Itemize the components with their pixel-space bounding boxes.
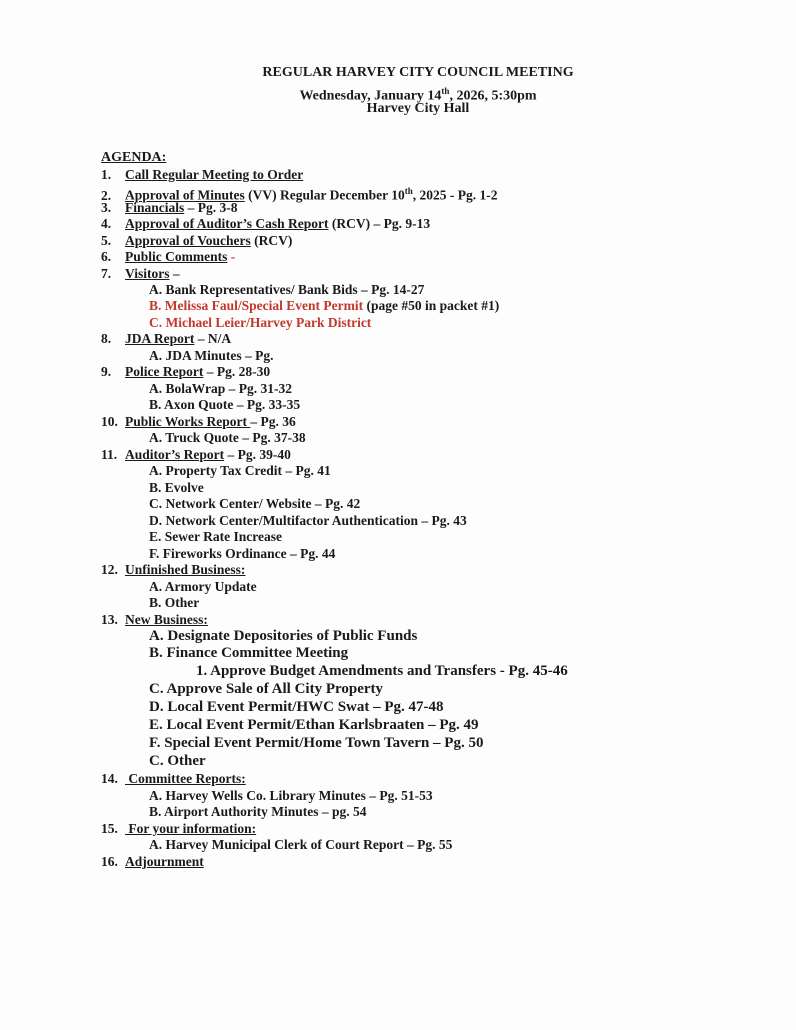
agenda-item-3: 3. Financials – Pg. 3-8 xyxy=(101,200,238,215)
sub-item-13e: E. Local Event Permit/Ethan Karlsbraaten – Pg. 49 xyxy=(149,717,479,733)
agenda-item-14: 14. Committee Reports: xyxy=(101,771,246,786)
sub-item-13c: C. Approve Sale of All City Property xyxy=(149,681,384,697)
agenda-item-6: 6. Public Comments - xyxy=(101,249,236,264)
sub-item-9b: B. Axon Quote – Pg. 33-35 xyxy=(149,397,301,412)
agenda-item-4: 4. Approval of Auditor’s Cash Report (RCV) – Pg. 9-13 xyxy=(101,216,431,231)
agenda-item-9: 9. Police Report – Pg. 28-30 xyxy=(101,364,271,379)
sub-item-13a: A. Designate Depositories of Public Funds xyxy=(149,628,418,644)
agenda-item-15: 15. For your information: xyxy=(101,821,257,836)
sub-item-10a: A. Truck Quote – Pg. 37-38 xyxy=(149,430,306,445)
meeting-location: Harvey City Hall xyxy=(366,101,470,116)
agenda-item-8: 8. JDA Report – N/A xyxy=(101,331,232,346)
sub-item-13b1: 1. Approve Budget Amendments and Transfers - Pg. 45-46 xyxy=(196,663,568,679)
sub-item-12b: B. Other xyxy=(149,595,200,610)
sub-item-11b: B. Evolve xyxy=(149,480,204,495)
sub-item-7c: C. Michael Leier/Harvey Park District xyxy=(149,315,372,330)
sub-item-11c: C. Network Center/ Website – Pg. 42 xyxy=(149,496,361,511)
sub-item-11f: F. Fireworks Ordinance – Pg. 44 xyxy=(149,546,336,561)
sub-item-7a: A. Bank Representatives/ Bank Bids – Pg. 14-27 xyxy=(149,282,425,297)
sub-item-11e: E. Sewer Rate Increase xyxy=(149,529,282,544)
meeting-title: REGULAR HARVEY CITY COUNCIL MEETING xyxy=(262,65,574,80)
sub-item-13g: C. Other xyxy=(149,753,206,769)
sub-item-9a: A. BolaWrap – Pg. 31-32 xyxy=(149,381,293,396)
agenda-item-10: 10. Public Works Report – Pg. 36 xyxy=(101,414,296,429)
sub-item-11d: D. Network Center/Multifactor Authentication – Pg. 43 xyxy=(149,513,467,528)
agenda-item-7: 7. Visitors – xyxy=(101,266,180,281)
sub-item-13b: B. Finance Committee Meeting xyxy=(149,645,349,661)
agenda-item-5: 5. Approval of Vouchers (RCV) xyxy=(101,233,293,248)
agenda-item-11: 11. Auditor’s Report – Pg. 39-40 xyxy=(101,447,291,462)
agenda-item-13: 13. New Business: xyxy=(101,612,208,627)
meeting-date: Wednesday, January 14th, 2026, 5:30pm xyxy=(299,86,537,104)
agenda-item-16: 16. Adjournment xyxy=(101,854,204,869)
sub-item-7b: B. Melissa Faul/Special Event Permit (page #50 in packet #1) xyxy=(149,298,500,313)
sub-item-15a: A. Harvey Municipal Clerk of Court Report – Pg. 55 xyxy=(149,837,453,852)
sub-item-8a: A. JDA Minutes – Pg. xyxy=(149,348,274,363)
sub-item-13d: D. Local Event Permit/HWC Swat – Pg. 47-48 xyxy=(149,699,444,715)
sub-item-14b: B. Airport Authority Minutes – pg. 54 xyxy=(149,804,367,819)
sub-item-14a: A. Harvey Wells Co. Library Minutes – Pg. 51-53 xyxy=(149,788,433,803)
sub-item-12a: A. Armory Update xyxy=(149,579,257,594)
sub-item-13f: F. Special Event Permit/Home Town Tavern – Pg. 50 xyxy=(149,735,484,751)
sub-item-11a: A. Property Tax Credit – Pg. 41 xyxy=(149,463,331,478)
agenda-item-2: 2. Approval of Minutes (VV) Regular December 10th, 2025 - Pg. 1-2 xyxy=(101,186,498,203)
agenda-item-1: 1. Call Regular Meeting to Order xyxy=(101,167,304,182)
agenda-item-12: 12. Unfinished Business: xyxy=(101,562,246,577)
agenda-heading: AGENDA: xyxy=(101,150,167,165)
